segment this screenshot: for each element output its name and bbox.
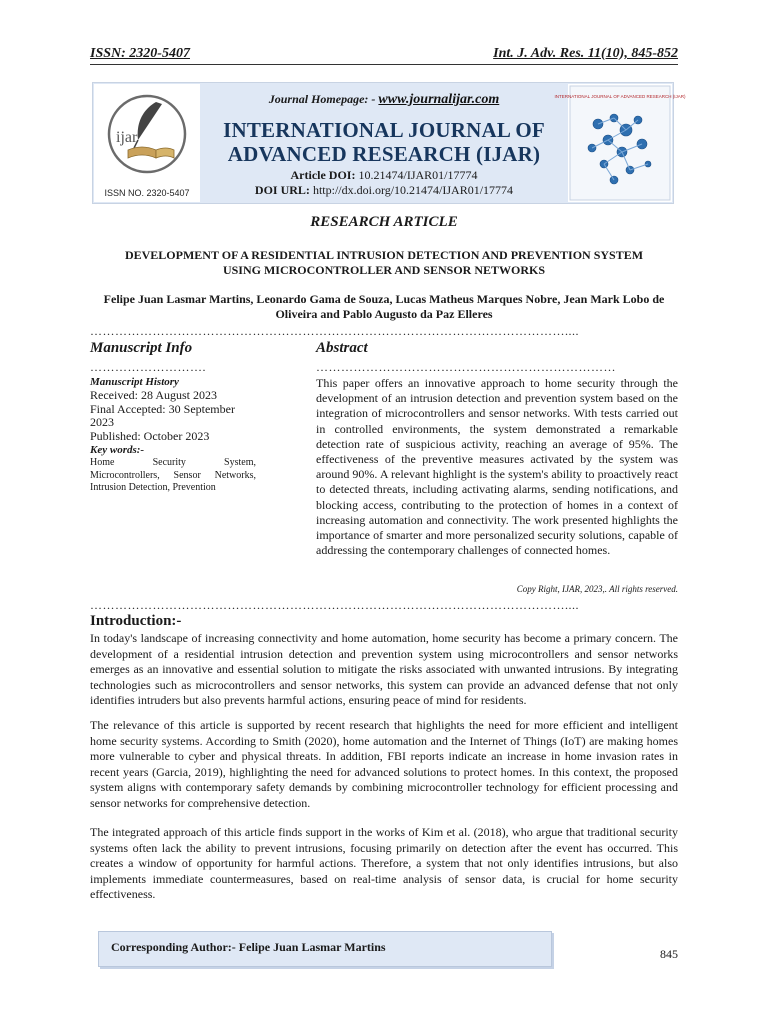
accepted-date: Final Accepted: 30 September 2023 (90, 401, 235, 429)
header-rule (90, 64, 678, 65)
abstract-heading: Abstract (316, 340, 368, 356)
manuscript-dots: ………………………. (90, 360, 206, 374)
copyright-notice: Copy Right, IJAR, 2023,. All rights reserved. (516, 584, 678, 594)
authors-line2: Oliveira and Pablo Augusto da Paz Elleres (275, 307, 493, 321)
doi-url-link[interactable]: http://dx.doi.org/10.21474/IJAR01/17774 (312, 183, 514, 197)
cover-title: INTERNATIONAL JOURNAL OF ADVANCED RESEARCH (IJAR) (554, 94, 686, 99)
homepage-link[interactable]: www.journalijar.com (378, 92, 500, 107)
authors-line1: Felipe Juan Lasmar Martins, Leonardo Gama de Souza, Lucas Matheus Marques Nobre, Jean Mark Lobo de (103, 292, 665, 306)
article-title (90, 248, 678, 278)
issn-header: ISSN: 2320-5407 (90, 46, 190, 61)
journal-title (200, 118, 568, 166)
doi-block (200, 168, 568, 198)
keywords-list: Home Security System, Microcontrollers, Sensor Networks, Intrusion Detection, Prevention (90, 457, 256, 493)
journal-logo (94, 84, 200, 202)
separator-top: …………………………………………………………………………………………………….... (90, 324, 579, 338)
doi-url-label: DOI URL: (254, 183, 310, 197)
keywords-block (90, 444, 256, 495)
journal-homepage (200, 92, 568, 108)
homepage-label: Journal Homepage: - (268, 92, 376, 106)
separator-bottom: …………………………………………………………………………………………………….... (90, 598, 579, 612)
abstract-dots: ……………………………………………………………… (316, 360, 616, 374)
history-heading: Manuscript History (90, 376, 179, 388)
manuscript-info-heading: Manuscript Info (90, 340, 193, 356)
intro-paragraph-3: The integrated approach of this article finds support in the works of Kim et al. (2018), who argue that traditional security systems often lack the ability to prevent intrusions, focusing primarily on detection after the event has occurred. This creates a window of opportunity for harmful actions. Therefore, a system that not only identifies intrusions, but also implements immediate countermeasures, based on real-time analysis of sensor data, is crucial for home security effectiveness. (90, 825, 678, 901)
page-number: 845 (660, 947, 678, 961)
intro-paragraph-2: The relevance of this article is supported by recent research that highlights the need for more efficient and intelligent home security systems. According to Smith (2020), home automation and the Internet of Things (IoT) are making homes more vulnerable to cyber and physical threats. In addition, FBI reports indicate an increase in home invasion rates in recent years (Garcia, 2019), highlighting the need for advanced solutions to protect homes. In this context, the proposed system aligns with contemporary safety demands by combining microcontroller technology for efficient processing and sensor networks for comprehensive detection. (90, 718, 678, 810)
intro-paragraph-1: In today's landscape of increasing connectivity and home automation, home security has become a primary concern. The development of a residential intrusion detection and prevention system using microcontrollers and sensor networks emerges as an innovative and essential solution to mitigate the risks associated with unwanted intrusions. By integrating technologies such as microcontrollers and sensor networks, this system can provide an advanced defense that not only identifies intruders but also prevents harmful actions, ensuring peace of mind for residents. (90, 631, 678, 707)
article-type: RESEARCH ARTICLE (310, 214, 458, 230)
introduction-heading: Introduction:- (90, 613, 182, 629)
article-title-line1: DEVELOPMENT OF A RESIDENTIAL INTRUSION DETECTION AND PREVENTION SYSTEM (124, 248, 644, 262)
journal-title-line2: ADVANCED RESEARCH (IJAR) (227, 142, 541, 166)
doi-label: Article DOI: (290, 168, 356, 182)
doi-value: 10.21474/IJAR01/17774 (358, 168, 478, 182)
logo-issn: ISSN NO. 2320-5407 (104, 188, 190, 198)
received-date: Received: 28 August 2023 (90, 388, 217, 402)
abstract-text: This paper offers an innovative approach to home security through the development of an intrusion detection and prevention system based on the integration of microcontrollers and sensor networks. With tests carried out in controlled environments, the system demonstrated a remarkable detection rate of suspicious activity, reaching an average of 95%. The effectiveness of the preventive measures activated by the system was around 90%. A relevant highlight is the system's ability to proactively react to detected threats, including activating alarms, sending notifications, and blocking access, contributing to the protection of homes in a context of increasing automation and connectivity. The work presented highlights the importance of smarter and more personalized security solutions, capable of addressing the contemporary challenges of connected homes. (316, 376, 678, 558)
journal-cover-image (554, 84, 686, 202)
article-title-line2: USING MICROCONTROLLER AND SENSOR NETWORKS (222, 263, 546, 277)
corresponding-author-box (98, 931, 552, 967)
journal-title-line1: INTERNATIONAL JOURNAL OF (223, 118, 545, 142)
citation-header: Int. J. Adv. Res. 11(10), 845-852 (493, 46, 678, 61)
corresponding-author: Corresponding Author:- Felipe Juan Lasmar Martins (111, 940, 386, 954)
manuscript-history (90, 376, 256, 443)
authors (90, 292, 678, 322)
logo-text: ijar (116, 129, 138, 146)
keywords-heading: Key words:- (90, 444, 145, 456)
published-date: Published: October 2023 (90, 428, 210, 443)
